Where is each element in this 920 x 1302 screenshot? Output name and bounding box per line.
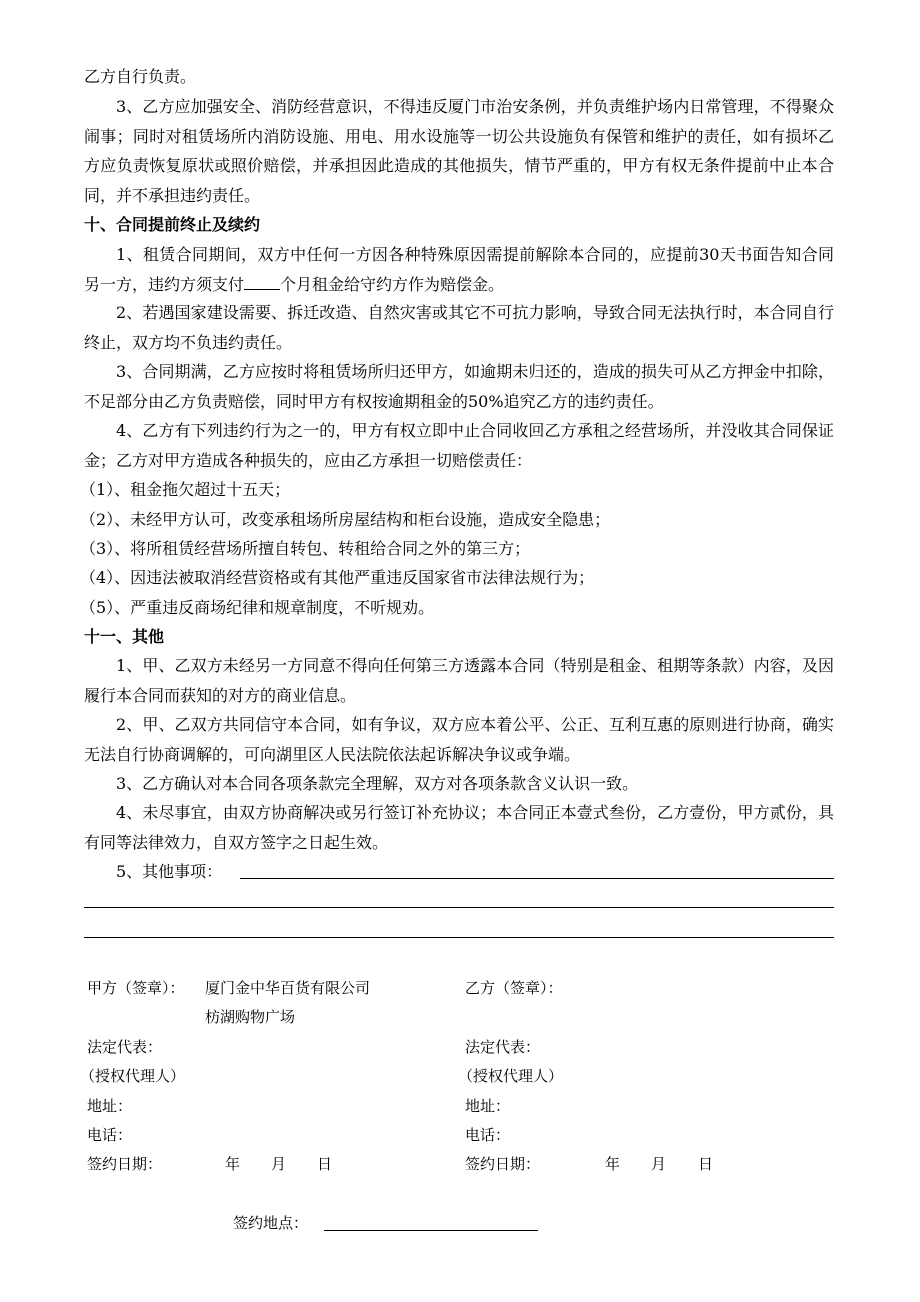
party-b-date-label: 签约日期： (465, 1155, 541, 1173)
party-b-address: 地址： (465, 1097, 511, 1115)
paragraph-copies: 4、未尽事宜，由双方协商解决或另行签订补充协议；本合同正本壹式叁份，乙方壹份，甲方贰份，具有同等法律效力，自双方签字之日起生效。 (84, 803, 834, 852)
other-matters-line (84, 937, 834, 938)
party-a-agent: （授权代理人） (80, 1067, 186, 1085)
party-a-date-day: 日 (317, 1155, 333, 1173)
paragraph-early-termination (84, 240, 834, 299)
list-item: （2）、未经甲方认可，改变承租场所房屋结构和柜台设施，造成安全隐患； (80, 510, 611, 529)
party-a-date-label: 签约日期： (87, 1155, 163, 1173)
list-item: （3）、将所租赁经营场所擅自转包、转租给合同之外的第三方； (80, 539, 531, 558)
party-b-date-day: 日 (698, 1155, 714, 1173)
party-a-phone: 电话： (87, 1126, 133, 1144)
party-b-date-year: 年 (605, 1155, 621, 1173)
party-a-date-year: 年 (225, 1155, 241, 1173)
paragraph-expiry: 3、合同期满，乙方应按时将租赁场所归还甲方，如逾期未归还的，造成的损失可从乙方押金中扣除，不足部分由乙方负责赔偿，同时甲方有权按逾期租金的50%追究乙方的违约责任。 (84, 362, 834, 411)
list-item: （5）、严重违反商场纪律和规章制度，不听规劝。 (80, 598, 435, 617)
paragraph-continued: 乙方自行负责。 (84, 67, 197, 86)
party-b-date-month: 月 (651, 1155, 667, 1173)
months-blank (244, 275, 280, 290)
termination-text-b: 个月租金给守约方作为赔偿金。 (280, 274, 505, 294)
section-heading-11: 十一、其他 (84, 627, 165, 646)
paragraph-safety-clause: 3、乙方应加强安全、消防经营意识，不得违反厦门市治安条例，并负责维护场内日常管理，不得聚众闹事；同时对租赁场所内消防设施、用电、用水设施等一切公共设施负有保管和维护的责任，如有损坏乙方应负责恢复原状或照价赔偿，并承担因此造成的其他损失，情节严重的，甲方有权无条件提前中止本合同，并不承担违约责任。 (84, 97, 834, 205)
list-item: （4）、因违法被取消经营资格或有其他严重违反国家省市法律法规行为； (80, 568, 595, 587)
paragraph-breach: 4、乙方有下列违约行为之一的，甲方有权立即中止合同收回乙方承租之经营场所，并没收其合同保证金；乙方对甲方造成各种损失的，应由乙方承担一切赔偿责任： (84, 421, 834, 470)
section-heading-10: 十、合同提前终止及续约 (84, 215, 261, 234)
paragraph-understanding: 3、乙方确认对本合同各项条款完全理解，双方对各项条款含义认识一致。 (116, 774, 639, 793)
paragraph-disputes: 2、甲、乙双方共同信守本合同，如有争议，双方应本着公平、公正、互利互惠的原则进行协商，确实无法自行协商调解的，可向湖里区人民法院依法起诉解决争议或争端。 (84, 715, 834, 764)
party-b-phone: 电话： (465, 1126, 511, 1144)
paragraph-force-majeure: 2、若遇国家建设需要、拆迁改造、自然灾害或其它不可抗力影响，导致合同无法执行时，本合同自行终止，双方均不负违约责任。 (84, 303, 834, 352)
other-matters-line (84, 907, 834, 908)
list-item: （1）、租金拖欠超过十五天； (80, 480, 291, 499)
signing-place-line (324, 1230, 538, 1231)
paragraph-other-matters: 5、其他事项： (116, 862, 223, 881)
party-a-branch: 枋湖购物广场 (205, 1008, 296, 1026)
party-b-signature-label: 乙方（签章）： (465, 979, 563, 997)
party-a-date-month: 月 (271, 1155, 287, 1173)
termination-text-a: 1、租赁合同期间，双方中任何一方因各种特殊原因需提前解除本合同的，应提前30天书面告知合同另一方，违约方须支付 (84, 245, 834, 294)
other-matters-line (240, 878, 834, 879)
party-b-representative: 法定代表： (465, 1038, 541, 1056)
party-b-agent: （授权代理人） (458, 1067, 564, 1085)
signing-place-label: 签约地点： (233, 1214, 309, 1232)
party-a-company: 厦门金中华百货有限公司 (205, 979, 371, 997)
party-a-signature-label: 甲方（签章）： (87, 979, 185, 997)
party-a-address: 地址： (87, 1097, 133, 1115)
party-a-representative: 法定代表： (87, 1038, 163, 1056)
paragraph-confidentiality: 1、甲、乙双方未经另一方同意不得向任何第三方透露本合同（特别是租金、租期等条款）内容，及因履行本合同而获知的对方的商业信息。 (84, 656, 834, 705)
